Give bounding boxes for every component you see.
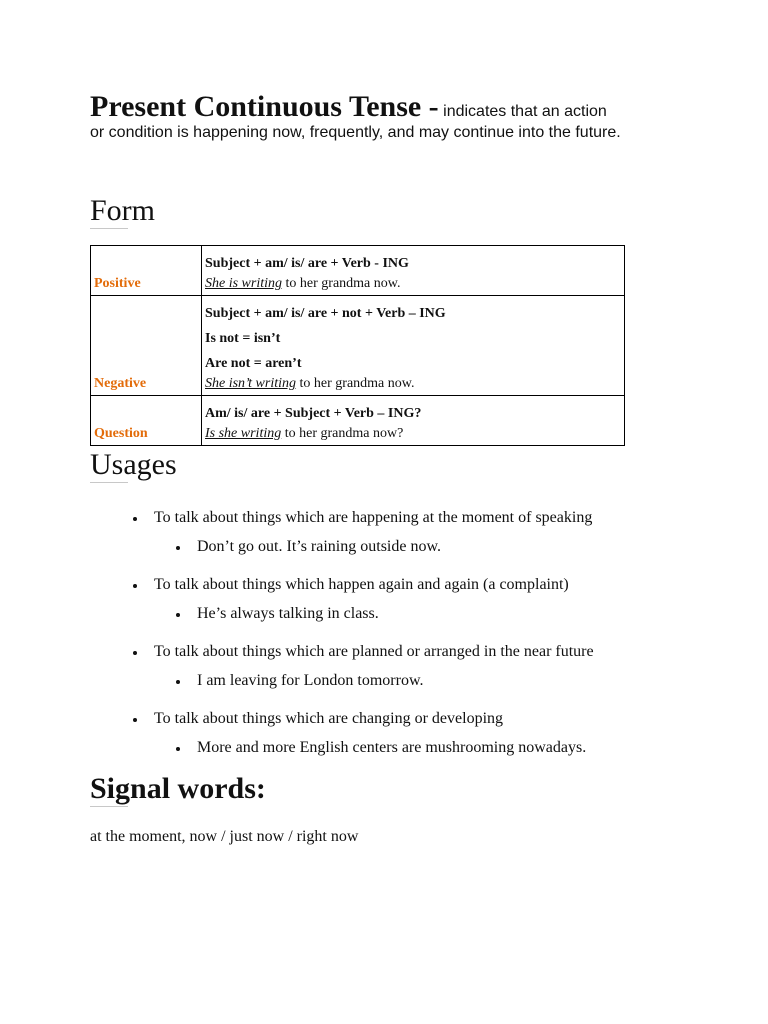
form-contraction: Is not = isn’t xyxy=(205,331,281,346)
list-item xyxy=(130,641,594,692)
usages-heading-underline xyxy=(90,482,128,483)
form-example xyxy=(205,374,621,394)
row-content-question xyxy=(202,396,625,446)
list-item xyxy=(130,507,594,558)
example-rest: to her grandma now? xyxy=(281,426,404,441)
example-verb: She isn’t writing xyxy=(205,376,297,391)
row-content-negative xyxy=(202,296,625,396)
usage-example-list xyxy=(173,737,594,759)
usages-list xyxy=(130,507,594,759)
list-item xyxy=(130,574,594,625)
usage-example: I am leaving for London tomorrow. xyxy=(173,670,594,692)
title-description: indicates that an action xyxy=(438,103,607,120)
signal-heading-underline xyxy=(90,806,128,807)
example-rest: to her grandma now. xyxy=(282,276,401,291)
row-label-question: Question xyxy=(91,396,202,446)
form-heading-underline xyxy=(90,228,128,229)
example-verb: She is writing xyxy=(205,276,283,291)
title-block xyxy=(90,90,690,143)
form-rule: Subject + am/ is/ are + not + Verb – ING xyxy=(205,306,446,321)
usage-text: To talk about things which are planned or arranged in the near future xyxy=(154,643,594,660)
table-row-question xyxy=(91,396,625,446)
signal-words-heading: Signal words: xyxy=(90,772,266,805)
form-table xyxy=(90,245,625,446)
usage-example: More and more English centers are mushrooming nowadays. xyxy=(173,737,594,759)
table-row-positive xyxy=(91,246,625,296)
row-label-positive: Positive xyxy=(91,246,202,296)
usage-text: To talk about things which are changing or developing xyxy=(154,710,504,727)
form-example xyxy=(205,274,621,294)
form-heading: Form xyxy=(90,194,156,227)
signal-words-text: at the moment, now / just now / right now xyxy=(90,828,359,845)
usage-example-list xyxy=(173,536,594,558)
usage-example: He’s always talking in class. xyxy=(173,603,594,625)
usage-example: Don’t go out. It’s raining outside now. xyxy=(173,536,594,558)
example-rest: to her grandma now. xyxy=(296,376,415,391)
example-verb: Is she writing xyxy=(205,426,282,441)
title-description-continued: or condition is happening now, frequently, and may continue into the future. xyxy=(90,124,621,141)
form-rule: Am/ is/ are + Subject + Verb – ING? xyxy=(205,406,422,421)
table-row-negative xyxy=(91,296,625,396)
form-contraction: Are not = aren’t xyxy=(205,356,302,371)
usage-example-list xyxy=(173,670,594,692)
form-example xyxy=(205,424,621,444)
row-label-negative: Negative xyxy=(91,296,202,396)
form-rule: Subject + am/ is/ are + Verb - ING xyxy=(205,256,409,271)
title-text: Present Continuous Tense - xyxy=(90,90,439,123)
usage-text: To talk about things which happen again and again (a complaint) xyxy=(154,576,569,593)
list-item xyxy=(130,708,594,759)
usages-heading: Usages xyxy=(90,448,177,481)
usage-text: To talk about things which are happening at the moment of speaking xyxy=(154,509,593,526)
usage-example-list xyxy=(173,603,594,625)
row-content-positive xyxy=(202,246,625,296)
